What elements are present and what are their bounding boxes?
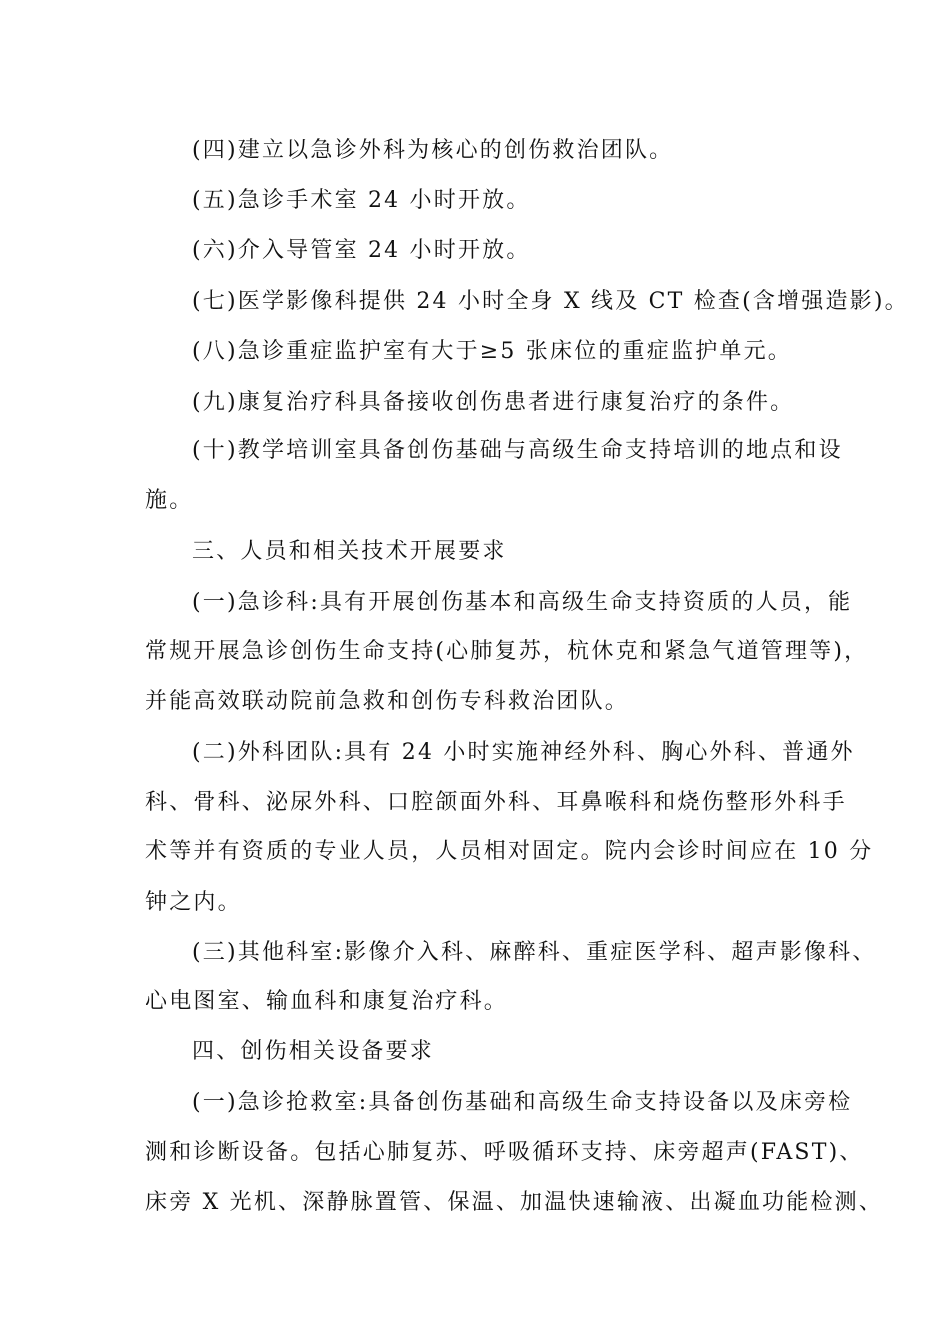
- paragraph-line: (二)外科团队:具有 24 小时实施神经外科、胸心外科、普通外: [192, 740, 855, 765]
- paragraph-line: 常规开展急诊创伤生命支持(心肺复苏，杭休克和紧急气道管理等)，: [145, 639, 869, 664]
- paragraph-line: 心电图室、输血科和康复治疗科。: [145, 989, 509, 1014]
- paragraph-line: (四)建立以急诊外科为核心的创伤救治团队。: [192, 138, 674, 163]
- paragraph-line: (九)康复治疗科具备接收创伤患者进行康复治疗的条件。: [192, 390, 795, 415]
- paragraph-line: (五)急诊手术室 24 小时开放。: [192, 188, 531, 213]
- paragraph-line: (十)教学培训室具备创伤基础与高级生命支持培训的地点和设: [192, 438, 843, 463]
- paragraph-line: 床旁 X 光机、深静脉置管、保温、加温快速输液、出凝血功能检测、: [145, 1190, 884, 1215]
- section-heading: 三、人员和相关技术开展要求: [192, 539, 507, 564]
- paragraph-line: (六)介入导管室 24 小时开放。: [192, 238, 531, 263]
- section-heading: 四、创伤相关设备要求: [192, 1039, 435, 1064]
- paragraph-line: 测和诊断设备。包括心肺复苏、呼吸循环支持、床旁超声(FAST)、: [145, 1140, 864, 1165]
- paragraph-line: 钟之内。: [145, 890, 242, 915]
- paragraph-line: (七)医学影像科提供 24 小时全身 X 线及 CT 检查(含增强造影)。: [192, 289, 909, 314]
- paragraph-line: (一)急诊科:具有开展创伤基本和高级生命支持资质的人员，能: [192, 590, 853, 615]
- paragraph-line: 施。: [145, 488, 194, 513]
- paragraph-line: 并能高效联动院前急救和创伤专科救治团队。: [145, 689, 630, 714]
- paragraph-line: (八)急诊重症监护室有大于≥5 张床位的重症监护单元。: [192, 339, 792, 364]
- paragraph-line: 科、骨科、泌尿外科、口腔颌面外科、耳鼻喉科和烧伤整形外科手: [145, 790, 847, 815]
- paragraph-line: (一)急诊抢救室:具备创伤基础和高级生命支持设备以及床旁检: [192, 1090, 853, 1115]
- paragraph-line: 术等并有资质的专业人员，人员相对固定。院内会诊时间应在 10 分: [145, 839, 874, 864]
- paragraph-line: (三)其他科室:影像介入科、麻醉科、重症医学科、超声影像科、: [192, 940, 877, 965]
